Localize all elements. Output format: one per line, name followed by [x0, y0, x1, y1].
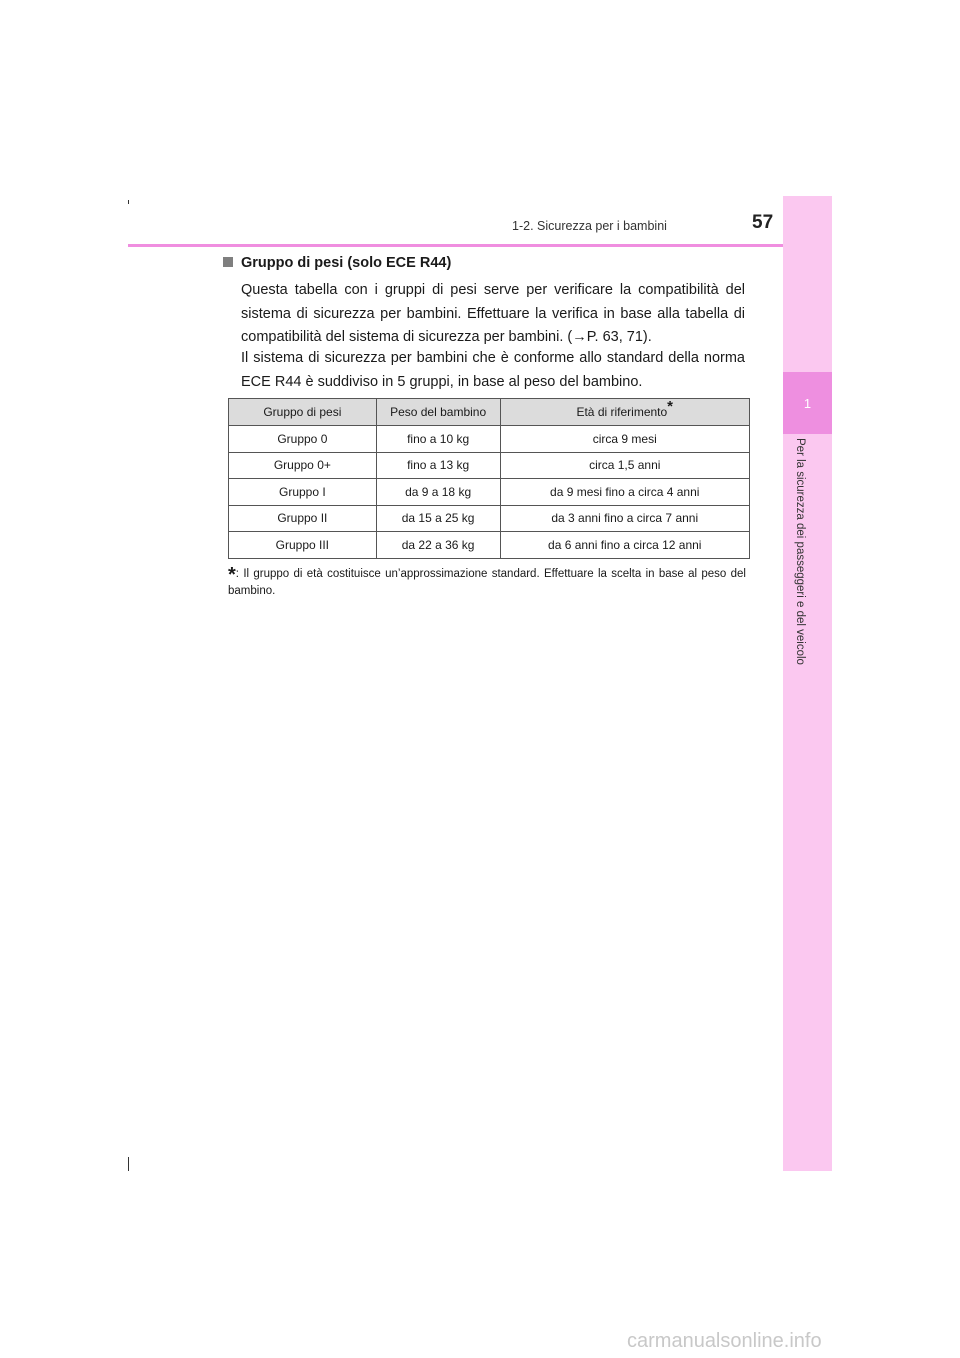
- column-header-weight: Peso del bambino: [376, 399, 500, 426]
- table-cell: fino a 13 kg: [376, 452, 500, 479]
- column-header-age: [500, 399, 750, 426]
- running-header: 1-2. Sicurezza per i bambini: [512, 219, 667, 233]
- table-row: [229, 479, 750, 506]
- page-number: 57: [752, 212, 774, 233]
- table-cell: Gruppo 0: [229, 426, 377, 453]
- table-cell: circa 9 mesi: [500, 426, 750, 453]
- watermark: carmanualsonline.info: [627, 1330, 822, 1352]
- table-cell: da 9 mesi fino a circa 4 anni: [500, 479, 750, 506]
- table-row: [229, 532, 750, 559]
- chapter-title: Per la sicurezza dei passeggeri e del veicolo: [794, 438, 806, 665]
- column-header-age-text: Età di riferimento: [576, 405, 668, 419]
- section-heading-text: Gruppo di pesi (solo ECE R44): [241, 255, 452, 271]
- chapter-number: 1: [803, 395, 812, 411]
- table-cell: Gruppo II: [229, 505, 377, 532]
- table-row: [229, 505, 750, 532]
- table-row: [229, 426, 750, 453]
- header-rule: [128, 244, 832, 247]
- table-cell: circa 1,5 anni: [500, 452, 750, 479]
- table-cell: fino a 10 kg: [376, 426, 500, 453]
- chapter-number-tab: [783, 372, 832, 434]
- crop-mark: [128, 1157, 129, 1171]
- table-cell: da 9 a 18 kg: [376, 479, 500, 506]
- square-bullet-icon: [223, 257, 233, 267]
- table-cell: da 3 anni fino a circa 7 anni: [500, 505, 750, 532]
- footnote-star: *: [228, 564, 236, 586]
- footnote-text: : Il gruppo di età costituisce un’approssimazione standard. Effettuare la scelta in base al peso del bambino.: [228, 568, 746, 597]
- table-cell: da 6 anni fino a circa 12 anni: [500, 532, 750, 559]
- section-heading: [223, 255, 451, 271]
- table-cell: da 15 a 25 kg: [376, 505, 500, 532]
- column-header-group: Gruppo di pesi: [229, 399, 377, 426]
- table-row: [229, 452, 750, 479]
- weight-group-table: [228, 398, 750, 559]
- table-footnote: [228, 566, 746, 599]
- crop-mark: [128, 200, 129, 204]
- table-cell: Gruppo 0+: [229, 452, 377, 479]
- intro-paragraph: Questa tabella con i gruppi di pesi serve per verificare la compatibilità del sistema di sicurezza per bambini. Effettuare la verifica in base alla tabella di compatibilità del sistema di sicurezza per bambini. (→P. 63, 71).: [241, 282, 745, 345]
- table-header-row: [229, 399, 750, 426]
- groups-paragraph: Il sistema di sicurezza per bambini che è conforme allo standard della norma ECE R44 è suddiviso in 5 gruppi, in base al peso del bambino.: [241, 350, 745, 390]
- table-cell: Gruppo III: [229, 532, 377, 559]
- table-cell: da 22 a 36 kg: [376, 532, 500, 559]
- footnote-mark: *: [667, 398, 674, 415]
- table-cell: Gruppo I: [229, 479, 377, 506]
